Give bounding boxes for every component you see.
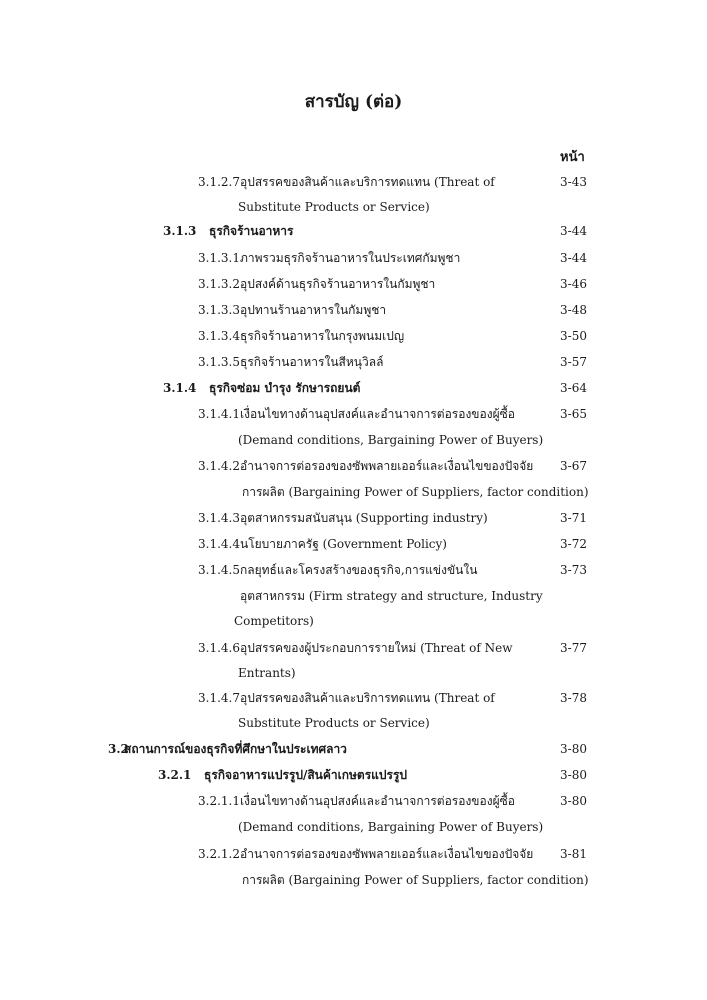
toc-entry-page: 3-72 xyxy=(560,537,587,551)
toc-entry-text: อำนาจการต่อรองของซัพพลายเออร์และเงื่อนไขของปัจจัย xyxy=(240,459,534,473)
toc-entry xyxy=(198,789,515,813)
toc-entry-page: 3-71 xyxy=(560,511,587,525)
toc-entry xyxy=(198,686,495,710)
toc-entry xyxy=(198,272,435,296)
toc-entry-continuation: Substitute Products or Service) xyxy=(238,716,430,730)
toc-entry-continuation: การผลิต (Bargaining Power of Suppliers, factor condition) xyxy=(242,873,589,887)
toc-entry-page: 3-64 xyxy=(560,381,587,395)
toc-entry-continuation: Entrants) xyxy=(238,666,296,680)
toc-entry-page: 3-46 xyxy=(560,277,587,291)
toc-entry-page: 3-65 xyxy=(560,407,587,421)
toc-entry xyxy=(158,763,407,787)
toc-entry-text: ธุรกิจร้านอาหาร xyxy=(209,224,294,238)
toc-entry-text: ธุรกิจซ่อม บำรุง รักษารถยนต์ xyxy=(209,381,361,395)
toc-entry xyxy=(198,532,447,556)
toc-entry xyxy=(198,350,383,374)
toc-entry-number: 3.1.4.3 xyxy=(198,511,240,525)
toc-entry xyxy=(198,170,495,194)
toc-entry xyxy=(198,246,460,270)
toc-entry-text: อุปสรรคของสินค้าและบริการทดแทน (Threat of xyxy=(240,175,495,189)
toc-entry xyxy=(198,298,386,322)
toc-entry-number: 3.1.4.6 xyxy=(198,641,240,655)
toc-entry xyxy=(198,636,513,660)
toc-entry-text: ธุรกิจอาหารแปรรูป/สินค้าเกษตรแปรรูป xyxy=(204,768,408,782)
toc-entry-text: กลยุทธ์และโครงสร้างของธุรกิจ,การแข่งขันใน xyxy=(240,563,478,577)
toc-title: สารบัญ (ต่อ) xyxy=(304,92,403,112)
toc-entry-page: 3-81 xyxy=(560,847,587,861)
toc-entry xyxy=(198,324,404,348)
toc-entry-text: สถานการณ์ของธุรกิจที่ศึกษาในประเทศลาว xyxy=(124,742,347,756)
toc-entry-page: 3-44 xyxy=(560,224,587,238)
toc-entry-page: 3-44 xyxy=(560,251,587,265)
toc-entry-continuation: Substitute Products or Service) xyxy=(238,200,430,214)
toc-entry-number: 3.2.1 xyxy=(158,768,192,782)
toc-entry-page: 3-48 xyxy=(560,303,587,317)
toc-entry-page: 3-43 xyxy=(560,175,587,189)
toc-entry-number: 3.2.1.2 xyxy=(198,847,240,861)
toc-entry-page: 3-50 xyxy=(560,329,587,343)
toc-entry-page: 3-80 xyxy=(560,768,587,782)
toc-entry-text: ธุรกิจร้านอาหารในสีหนุวิลล์ xyxy=(240,355,384,369)
toc-entry-page: 3-80 xyxy=(560,742,587,756)
toc-entry-text: อุปทานร้านอาหารในกัมพูชา xyxy=(240,303,387,317)
toc-entry-text: อุปสงค์ด้านธุรกิจร้านอาหารในกัมพูชา xyxy=(240,277,436,291)
toc-entry-number: 3.1.2.7 xyxy=(198,175,240,189)
toc-entry xyxy=(163,219,294,243)
toc-entry-text: เงื่อนไขทางด้านอุปสงค์และอำนาจการต่อรองของผู้ซื้อ xyxy=(240,407,515,421)
toc-entry-number: 3.1.3.1 xyxy=(198,251,240,265)
toc-entry-text: อำนาจการต่อรองของซัพพลายเออร์และเงื่อนไขของปัจจัย xyxy=(240,847,534,861)
toc-entry-text: นโยบายภาครัฐ (Government Policy) xyxy=(240,537,447,551)
page-column-header: หน้า xyxy=(560,150,585,165)
toc-entry-number: 3.1.3.4 xyxy=(198,329,240,343)
toc-entry-number: 3.1.4 xyxy=(163,381,197,395)
toc-entry-continuation: การผลิต (Bargaining Power of Suppliers, factor condition) xyxy=(242,485,589,499)
toc-entry-number: 3.1.4.2 xyxy=(198,459,240,473)
toc-entry: 3.2สถานการณ์ของธุรกิจที่ศึกษาในประเทศลาว xyxy=(108,742,347,756)
toc-entry-number: 3.1.4.7 xyxy=(198,691,240,705)
toc-entry-continuation: อุตสาหกรรม (Firm strategy and structure, Industry xyxy=(240,589,543,603)
toc-entry xyxy=(163,376,360,400)
toc-entry-page: 3-77 xyxy=(560,641,587,655)
toc-entry-number: 3.1.3.2 xyxy=(198,277,240,291)
toc-entry-page: 3-78 xyxy=(560,691,587,705)
toc-entry xyxy=(198,506,488,530)
toc-entry-text: ภาพรวมธุรกิจร้านอาหารในประเทศกัมพูชา xyxy=(240,251,461,265)
toc-entry-text: เงื่อนไขทางด้านอุปสงค์และอำนาจการต่อรองของผู้ซื้อ xyxy=(240,794,515,808)
toc-entry-page: 3-57 xyxy=(560,355,587,369)
toc-entry-continuation: Competitors) xyxy=(234,614,314,628)
toc-entry-page: 3-67 xyxy=(560,459,587,473)
toc-entry-number: 3.1.3.5 xyxy=(198,355,240,369)
toc-entry-continuation: (Demand conditions, Bargaining Power of Buyers) xyxy=(238,820,544,834)
toc-entry-number: 3.1.4.5 xyxy=(198,563,240,577)
toc-entry-text: ธุรกิจร้านอาหารในกรุงพนมเปญ xyxy=(240,329,405,343)
toc-entry-text: อุปสรรคของสินค้าและบริการทดแทน (Threat of xyxy=(240,691,495,705)
toc-entry-page: 3-73 xyxy=(560,563,587,577)
toc-entry xyxy=(198,842,533,866)
toc-entry-number: 3.1.3 xyxy=(163,224,197,238)
toc-entry-text: อุตสาหกรรมสนับสนุน (Supporting industry) xyxy=(240,511,488,525)
toc-entry-text: อุปสรรคของผู้ประกอบการรายใหม่ (Threat of New xyxy=(240,641,513,655)
toc-entry-number: 3.1.4.4 xyxy=(198,537,240,551)
toc-entry-number: 3.1.4.1 xyxy=(198,407,240,421)
toc-entry-number: 3.2.1.1 xyxy=(198,794,240,808)
toc-entry-number: 3.1.3.3 xyxy=(198,303,240,317)
toc-entry xyxy=(198,558,477,582)
toc-entry-continuation: (Demand conditions, Bargaining Power of Buyers) xyxy=(238,433,544,447)
toc-entry xyxy=(198,454,533,478)
toc-entry-page: 3-80 xyxy=(560,794,587,808)
toc-entry xyxy=(198,402,515,426)
